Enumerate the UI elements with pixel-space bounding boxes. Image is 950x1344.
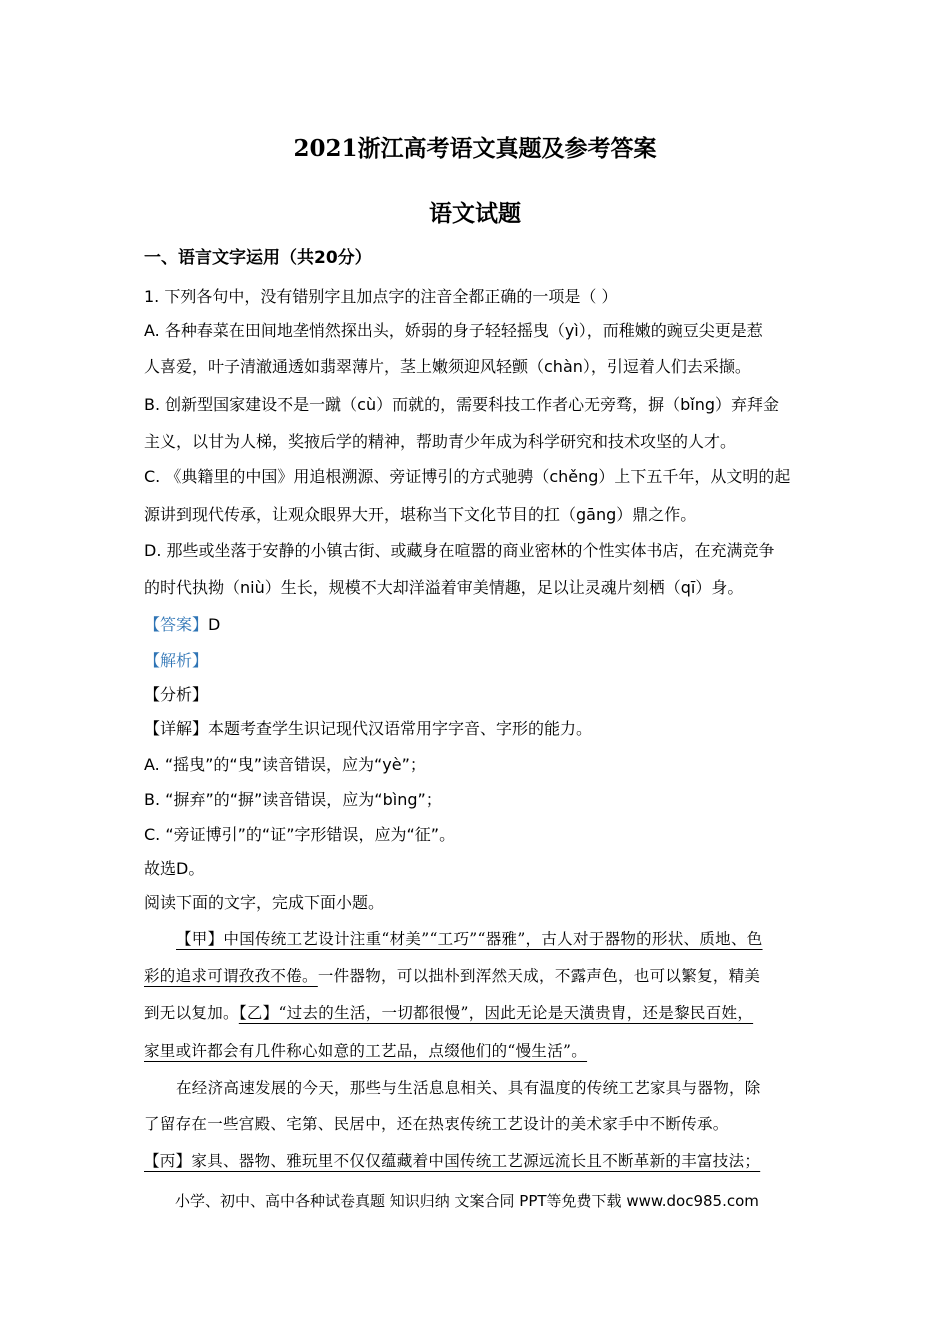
- answer-value: D: [208, 615, 221, 634]
- passage-line-6: 了留存在一些宫殿、宅第、民居中，还在热衷传统工艺设计的美术家手中不断传承。: [144, 1115, 729, 1133]
- document-title: 2021浙江高考语文真题及参考答案: [293, 135, 657, 162]
- passage-line-3-start: 到无以复加。: [144, 1004, 239, 1022]
- point-c: C. “旁证博引”的“证”字形错误，应为“征”。: [144, 825, 456, 844]
- analysis-label: 【解析】: [144, 651, 209, 670]
- passage-line-2-rest: 一件器物，可以拙朴到浑然天成，不露声色，也可以繁复，精美: [317, 967, 761, 985]
- passage-line-2: [144, 966, 760, 986]
- option-d-line-1: D. 那些或坐落于安静的小镇古街、或藏身在喧嚣的商业密林的个性实体书店，在充满竞争: [144, 541, 775, 560]
- detail-text: 【详解】本题考查学生识记现代汉语常用字字音、字形的能力。: [144, 719, 593, 738]
- section-heading: 一、语言文字运用（共20分）: [144, 248, 372, 268]
- reading-intro: 阅读下面的文字，完成下面小题。: [144, 893, 385, 912]
- passage-line-3-underlined: 【乙】“过去的生活，一切都很慢”，因此无论是天潢贵胄，还是黎民百姓，: [238, 1004, 754, 1022]
- option-c-line-2: 源讲到现代传承，让观众眼界大开，堪称当下文化节目的扛（gāng）鼎之作。: [144, 505, 697, 524]
- fenxi-label: 【分析】: [144, 685, 209, 704]
- passage-line-3: [144, 1003, 753, 1023]
- answer-row: [144, 615, 220, 635]
- option-b-line-1: B. 创新型国家建设不是一蹴（cù）而就的，需要科技工作者心无旁骛，摒（bǐng）弃拜金: [144, 395, 779, 414]
- point-a: A. “摇曳”的“曳”读音错误，应为“yè”；: [144, 755, 426, 774]
- passage-line-5: 在经济高速发展的今天，那些与生活息息相关、具有温度的传统工艺家具与器物，除: [176, 1079, 761, 1097]
- passage-line-4: 家里或许都会有几件称心如意的工艺品，点缀他们的“慢生活”。: [144, 1042, 588, 1060]
- conclusion: 故选D。: [144, 859, 205, 878]
- option-c-line-1: C. 《典籍里的中国》用追根溯源、旁证博引的方式驰骋（chěng）上下五千年，从文明的起: [144, 467, 791, 486]
- passage-line-7: 【丙】家具、器物、雅玩里不仅仅蕴藏着中国传统工艺源远流长且不断革新的丰富技法；: [144, 1152, 761, 1170]
- answer-label: 【答案】: [144, 615, 209, 634]
- page-footer: 小学、初中、高中各种试卷真题 知识归纳 文案合同 PPT等免费下载 www.doc985.com: [175, 1192, 759, 1210]
- point-b: B. “摒弃”的“摒”读音错误，应为“bìng”；: [144, 790, 442, 809]
- option-b-line-2: 主义，以甘为人梯，奖掖后学的精神，帮助青少年成为科学研究和技术攻坚的人才。: [144, 432, 737, 451]
- passage-line-2-underlined: 彩的追求可谓孜孜不倦。: [144, 967, 318, 985]
- option-a-line-1: A. 各种春菜在田间地垄悄然探出头，娇弱的身子轻轻摇曳（yì），而稚嫩的豌豆尖更是惹: [144, 321, 763, 340]
- passage-line-1: 【甲】中国传统工艺设计注重“材美”“工巧”“器雅”，古人对于器物的形状、质地、色: [176, 930, 763, 948]
- question-stem: 1. 下列各句中，没有错别字且加点字的注音全都正确的一项是（ ）: [144, 287, 618, 306]
- document-subtitle: 语文试题: [429, 200, 521, 227]
- option-d-line-2: 的时代执拗（niù）生长，规模不大却洋溢着审美情趣，足以让灵魂片刻栖（qī）身。: [144, 578, 744, 597]
- option-a-line-2: 人喜爱，叶子清澈通透如翡翠薄片，茎上嫩须迎风轻颤（chàn），引逗着人们去采撷。: [144, 357, 751, 376]
